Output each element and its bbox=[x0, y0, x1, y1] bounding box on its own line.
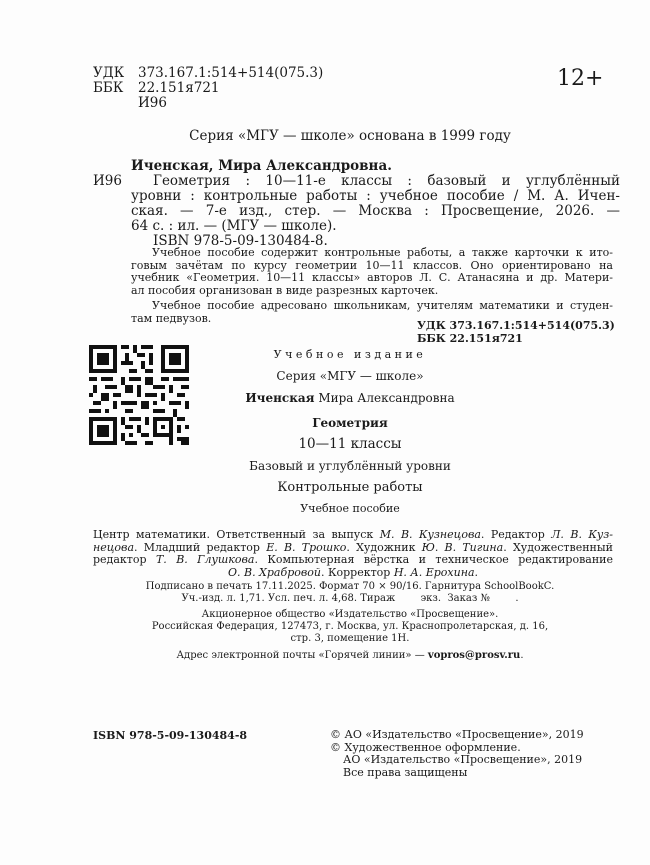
imprint-subtitle: Контрольные работы bbox=[277, 480, 423, 495]
imprint-author: Иченская Мира Александровна bbox=[245, 391, 455, 405]
person-name: О. В. Храбровой bbox=[227, 565, 321, 579]
edition-type: Учебное издание bbox=[273, 348, 427, 361]
qr-code-icon bbox=[89, 345, 189, 445]
bbk-value: 22.151я721 bbox=[138, 80, 220, 96]
annotation: Учебное пособие содержит контрольные работы, а также карточки к ито- говым зачётам по курсу геометрии 10—11 классов. Оно ориентировано на учебник «Геометрия. 10—11 классы» авторов Л. С. Атанасяна и др. Матери- ал пособия организован в виде разрезных карточек. Учебное пособие адресовано школьникам, учителям математики и студен- там педвузов. bbox=[131, 246, 613, 325]
udk-label: УДК bbox=[93, 65, 125, 81]
publisher-address: Российская Федерация, 127473, г. Москва, ул. Краснопролетарская, д. 16, bbox=[151, 621, 549, 632]
person-name: Е. В. Трошко bbox=[266, 540, 347, 554]
bib-mark: И96 bbox=[93, 173, 122, 189]
publisher-name: Акционерное общество «Издательство «Просвещение». bbox=[201, 609, 499, 620]
classification-codes bbox=[93, 66, 323, 111]
footer-isbn: ISBN 978-5-09-130484-8 bbox=[93, 729, 248, 742]
age-rating: 12+ bbox=[557, 66, 604, 91]
person-name: Н. А. Ерохина bbox=[393, 565, 475, 579]
email-link[interactable]: vopros@prosv.ru bbox=[427, 650, 521, 661]
person-name: Т. В. Глушкова bbox=[155, 553, 255, 566]
author-mark: И96 bbox=[138, 95, 167, 111]
bbk-label: ББК bbox=[93, 80, 124, 96]
udk-value: 373.167.1:514+514(075.3) bbox=[138, 65, 324, 81]
bib-author: Иченская, Мира Александровна. bbox=[131, 158, 392, 174]
imprint-grades: 10—11 классы bbox=[298, 436, 402, 452]
hotline-email: Адрес электронной почты «Горячей линии» — vopros@prosv.ru. bbox=[176, 650, 524, 661]
person-name: Ю. В. Тигина bbox=[421, 540, 504, 554]
person-name: нецова bbox=[93, 540, 135, 554]
imprint bbox=[215, 348, 485, 516]
imprint-levels: Базовый и углублённый уровни bbox=[249, 459, 451, 473]
imprint-series: Серия «МГУ — школе» bbox=[276, 369, 424, 383]
publisher-address-2: стр. 3, помещение 1Н. bbox=[290, 633, 410, 644]
person-name: Л. В. Куз- bbox=[551, 528, 614, 541]
annotation-codes bbox=[417, 319, 615, 345]
bib-description: Геометрия : 10—11-е классы : базовый и углублённый уровни : контрольные работы : учебное пособие / М. А. Ичен- ская. — 7-е изд., стер. — Москва : Просвещение, 2026. — 64 с. : ил. — (МГУ — школе). ISBN 978-5-09-130484-8. bbox=[131, 173, 620, 249]
series-note: Серия «МГУ — школе» основана в 1999 году bbox=[189, 128, 511, 144]
print-signed: Подписано в печать 17.11.2025. Формат 70 × 90/16. Гарнитура SchoolBookC. bbox=[145, 581, 555, 592]
print-volume: Уч.-изд. л. 1,71. Усл. печ. л. 4,68. Тираж экз. Заказ № . bbox=[181, 593, 519, 604]
imprint-type: Учебное пособие bbox=[300, 502, 400, 515]
bib-isbn: ISBN 978-5-09-130484-8. bbox=[153, 233, 328, 249]
annotation-udk: УДК 373.167.1:514+514(075.3) bbox=[417, 319, 615, 332]
person-name: М. В. Кузнецова bbox=[379, 528, 481, 541]
copyright: © АО «Издательство «Просвещение», 2019 © Художественное оформление. АО «Издательство «Просвещение», 2019 Все права защищены bbox=[330, 728, 584, 779]
imprint-title: Геометрия bbox=[312, 416, 388, 430]
credits: Центр математики. Ответственный за выпуск М. В. Кузнецова. Редактор Л. В. Куз- нецова. Младший редактор Е. В. Трошко. Художник Ю. В. Тигина. Художественный редактор Т. В. Глушкова. Компьютерная вёрстка и техническое редактирование О. В. Храбровой. Корректор Н. А. Ерохина. bbox=[93, 528, 614, 579]
annotation-bbk: ББК 22.151я721 bbox=[417, 332, 523, 345]
print-info bbox=[120, 581, 580, 662]
